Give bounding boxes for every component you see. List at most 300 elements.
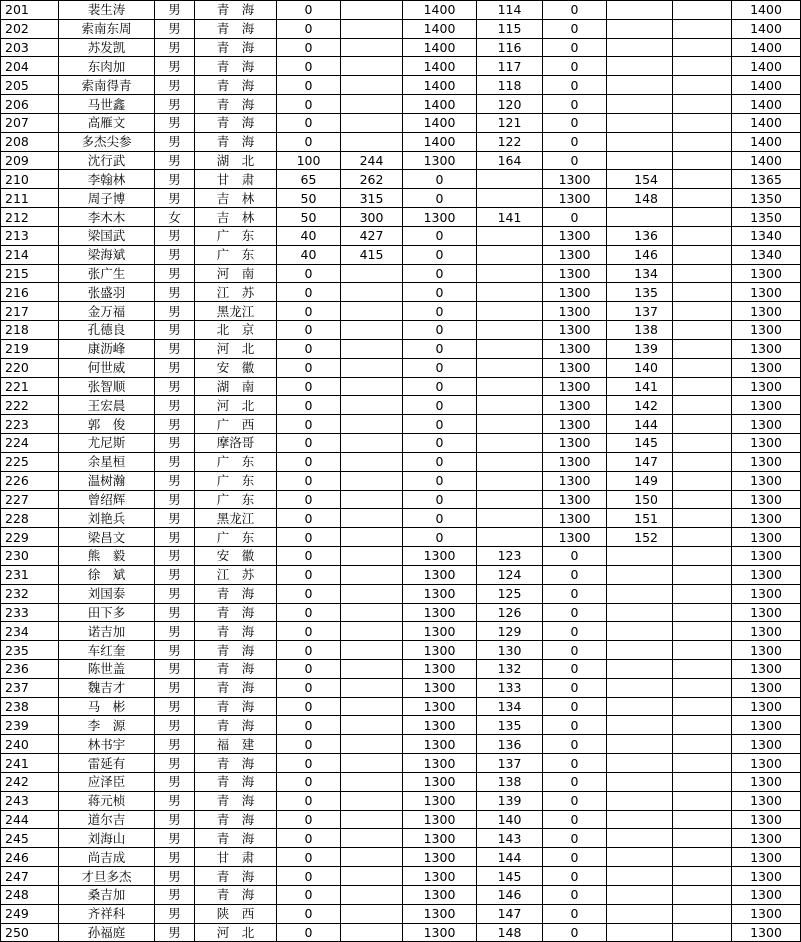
cell-gender: 男 <box>155 1 195 20</box>
cell-points-a: 0 <box>277 678 341 697</box>
cell-name: 齐祥科 <box>59 904 155 923</box>
cell-total: 1300 <box>732 565 801 584</box>
cell-rank: 245 <box>1 829 59 848</box>
table-row <box>1 321 801 340</box>
cell-extra <box>673 19 732 38</box>
cell-points-b: 1300 <box>403 641 477 660</box>
cell-score-a <box>341 415 403 434</box>
cell-region: 河 北 <box>195 396 277 415</box>
cell-score-a: 415 <box>341 245 403 264</box>
cell-total: 1365 <box>732 170 801 189</box>
cell-rank-b: 138 <box>477 772 543 791</box>
cell-name: 桑吉加 <box>59 885 155 904</box>
cell-score-a: 300 <box>341 208 403 227</box>
cell-points-b: 0 <box>403 283 477 302</box>
cell-name: 康沥峰 <box>59 339 155 358</box>
cell-gender: 男 <box>155 622 195 641</box>
cell-points-c: 1300 <box>543 264 607 283</box>
cell-total: 1300 <box>732 735 801 754</box>
cell-name: 刘海山 <box>59 829 155 848</box>
cell-score-a <box>341 283 403 302</box>
cell-score-a <box>341 528 403 547</box>
cell-points-a: 40 <box>277 226 341 245</box>
table-row <box>1 339 801 358</box>
cell-points-a: 0 <box>277 603 341 622</box>
cell-points-c: 0 <box>543 678 607 697</box>
cell-points-b: 0 <box>403 434 477 453</box>
cell-rank: 225 <box>1 452 59 471</box>
cell-extra <box>673 547 732 566</box>
cell-name: 尚吉成 <box>59 848 155 867</box>
cell-region: 黑龙江 <box>195 509 277 528</box>
cell-points-b: 1400 <box>403 132 477 151</box>
cell-points-a: 0 <box>277 57 341 76</box>
cell-gender: 男 <box>155 867 195 886</box>
cell-rank-c: 144 <box>607 415 673 434</box>
cell-rank-b <box>477 396 543 415</box>
cell-extra <box>673 848 732 867</box>
cell-points-a: 100 <box>277 151 341 170</box>
cell-total: 1300 <box>732 678 801 697</box>
cell-points-b: 1400 <box>403 19 477 38</box>
cell-rank-b: 146 <box>477 885 543 904</box>
cell-rank: 204 <box>1 57 59 76</box>
cell-extra <box>673 132 732 151</box>
cell-extra <box>673 321 732 340</box>
cell-rank-c <box>607 716 673 735</box>
cell-points-c: 0 <box>543 547 607 566</box>
table-row <box>1 208 801 227</box>
cell-extra <box>673 358 732 377</box>
cell-score-a <box>341 452 403 471</box>
cell-points-c: 1300 <box>543 189 607 208</box>
cell-points-b: 1300 <box>403 791 477 810</box>
cell-points-c: 1300 <box>543 452 607 471</box>
cell-score-a <box>341 57 403 76</box>
cell-points-a: 0 <box>277 885 341 904</box>
cell-points-a: 0 <box>277 396 341 415</box>
cell-gender: 男 <box>155 659 195 678</box>
cell-rank-b <box>477 226 543 245</box>
cell-points-b: 0 <box>403 321 477 340</box>
cell-name: 应泽臣 <box>59 772 155 791</box>
cell-points-c: 1300 <box>543 471 607 490</box>
cell-rank-c <box>607 885 673 904</box>
cell-rank-b: 164 <box>477 151 543 170</box>
cell-extra <box>673 471 732 490</box>
cell-total: 1400 <box>732 1 801 20</box>
cell-rank-b: 132 <box>477 659 543 678</box>
cell-rank-b: 136 <box>477 735 543 754</box>
cell-rank-b: 115 <box>477 19 543 38</box>
cell-points-c: 1300 <box>543 302 607 321</box>
cell-total: 1300 <box>732 772 801 791</box>
cell-name: 王宏晨 <box>59 396 155 415</box>
cell-region: 青 海 <box>195 678 277 697</box>
cell-region: 甘 肃 <box>195 170 277 189</box>
cell-name: 索南得青 <box>59 76 155 95</box>
cell-rank-b <box>477 283 543 302</box>
cell-rank-b: 133 <box>477 678 543 697</box>
cell-rank: 210 <box>1 170 59 189</box>
cell-rank-c: 147 <box>607 452 673 471</box>
cell-region: 广 西 <box>195 415 277 434</box>
cell-total: 1300 <box>732 321 801 340</box>
cell-score-a <box>341 321 403 340</box>
cell-rank-c <box>607 848 673 867</box>
cell-points-b: 1300 <box>403 716 477 735</box>
cell-score-a <box>341 697 403 716</box>
cell-name: 温树瀚 <box>59 471 155 490</box>
cell-region: 福 建 <box>195 735 277 754</box>
cell-name: 徐 斌 <box>59 565 155 584</box>
cell-points-a: 0 <box>277 377 341 396</box>
cell-score-a <box>341 622 403 641</box>
cell-score-a <box>341 132 403 151</box>
cell-points-c: 0 <box>543 848 607 867</box>
cell-rank-c <box>607 1 673 20</box>
cell-points-a: 0 <box>277 622 341 641</box>
cell-points-b: 1300 <box>403 848 477 867</box>
cell-score-a <box>341 810 403 829</box>
cell-name: 蒋元桢 <box>59 791 155 810</box>
cell-region: 吉 林 <box>195 208 277 227</box>
cell-total: 1300 <box>732 848 801 867</box>
cell-gender: 男 <box>155 151 195 170</box>
cell-total: 1300 <box>732 829 801 848</box>
cell-points-a: 0 <box>277 76 341 95</box>
cell-rank-b: 145 <box>477 867 543 886</box>
cell-points-a: 0 <box>277 509 341 528</box>
cell-points-b: 1400 <box>403 57 477 76</box>
table-row <box>1 434 801 453</box>
cell-rank-c <box>607 547 673 566</box>
cell-rank-b <box>477 302 543 321</box>
cell-gender: 男 <box>155 509 195 528</box>
table-row <box>1 57 801 76</box>
cell-gender: 男 <box>155 19 195 38</box>
cell-points-a: 0 <box>277 904 341 923</box>
cell-rank: 212 <box>1 208 59 227</box>
table-row <box>1 189 801 208</box>
cell-gender: 男 <box>155 434 195 453</box>
cell-rank-b: 121 <box>477 113 543 132</box>
table-row <box>1 867 801 886</box>
cell-extra <box>673 659 732 678</box>
table-row <box>1 490 801 509</box>
table-row <box>1 716 801 735</box>
cell-score-a <box>341 678 403 697</box>
cell-rank: 217 <box>1 302 59 321</box>
cell-extra <box>673 565 732 584</box>
cell-name: 余星桓 <box>59 452 155 471</box>
cell-total: 1300 <box>732 415 801 434</box>
cell-gender: 男 <box>155 302 195 321</box>
cell-points-c: 0 <box>543 885 607 904</box>
cell-gender: 男 <box>155 848 195 867</box>
cell-score-a <box>341 19 403 38</box>
cell-rank-c: 142 <box>607 396 673 415</box>
cell-name: 张智顺 <box>59 377 155 396</box>
cell-extra <box>673 38 732 57</box>
cell-rank-b: 118 <box>477 76 543 95</box>
cell-gender: 男 <box>155 358 195 377</box>
cell-points-a: 0 <box>277 302 341 321</box>
cell-gender: 男 <box>155 38 195 57</box>
cell-gender: 男 <box>155 471 195 490</box>
cell-rank-c <box>607 772 673 791</box>
cell-rank-b <box>477 434 543 453</box>
cell-extra <box>673 735 732 754</box>
cell-points-c: 0 <box>543 76 607 95</box>
cell-rank: 219 <box>1 339 59 358</box>
cell-region: 河 北 <box>195 339 277 358</box>
cell-score-a <box>341 377 403 396</box>
cell-points-a: 0 <box>277 584 341 603</box>
table-row <box>1 923 801 942</box>
cell-total: 1400 <box>732 132 801 151</box>
cell-rank: 243 <box>1 791 59 810</box>
cell-rank: 222 <box>1 396 59 415</box>
cell-points-b: 0 <box>403 189 477 208</box>
cell-rank-c <box>607 603 673 622</box>
cell-score-a <box>341 885 403 904</box>
cell-name: 多杰尖参 <box>59 132 155 151</box>
cell-points-a: 0 <box>277 716 341 735</box>
cell-points-b: 1300 <box>403 810 477 829</box>
cell-rank: 248 <box>1 885 59 904</box>
cell-total: 1300 <box>732 791 801 810</box>
table-row <box>1 283 801 302</box>
cell-region: 青 海 <box>195 867 277 886</box>
cell-gender: 男 <box>155 283 195 302</box>
cell-points-a: 0 <box>277 471 341 490</box>
cell-region: 青 海 <box>195 810 277 829</box>
cell-total: 1340 <box>732 226 801 245</box>
cell-points-c: 0 <box>543 1 607 20</box>
cell-extra <box>673 509 732 528</box>
cell-gender: 男 <box>155 584 195 603</box>
cell-extra <box>673 339 732 358</box>
cell-points-a: 0 <box>277 283 341 302</box>
cell-score-a <box>341 302 403 321</box>
cell-extra <box>673 716 732 735</box>
table-row <box>1 38 801 57</box>
cell-points-a: 0 <box>277 528 341 547</box>
cell-rank-c <box>607 697 673 716</box>
cell-gender: 男 <box>155 603 195 622</box>
cell-rank: 247 <box>1 867 59 886</box>
cell-name: 孙福庭 <box>59 923 155 942</box>
cell-points-c: 0 <box>543 208 607 227</box>
cell-score-a <box>341 547 403 566</box>
cell-extra <box>673 396 732 415</box>
cell-points-b: 0 <box>403 377 477 396</box>
cell-score-a <box>341 867 403 886</box>
cell-score-a: 315 <box>341 189 403 208</box>
table-row <box>1 358 801 377</box>
cell-rank-c: 134 <box>607 264 673 283</box>
cell-total: 1300 <box>732 377 801 396</box>
cell-score-a <box>341 339 403 358</box>
table-row <box>1 396 801 415</box>
cell-rank-b: 125 <box>477 584 543 603</box>
cell-points-b: 1300 <box>403 867 477 886</box>
cell-name: 梁昌文 <box>59 528 155 547</box>
cell-name: 李翰林 <box>59 170 155 189</box>
table-row <box>1 885 801 904</box>
cell-points-a: 0 <box>277 264 341 283</box>
table-row <box>1 377 801 396</box>
cell-points-c: 0 <box>543 622 607 641</box>
cell-points-b: 0 <box>403 170 477 189</box>
table-row <box>1 848 801 867</box>
cell-points-c: 1300 <box>543 283 607 302</box>
cell-extra <box>673 791 732 810</box>
cell-extra <box>673 113 732 132</box>
cell-rank: 211 <box>1 189 59 208</box>
table-row <box>1 264 801 283</box>
cell-total: 1400 <box>732 38 801 57</box>
cell-rank-c: 148 <box>607 189 673 208</box>
cell-rank: 208 <box>1 132 59 151</box>
cell-rank: 227 <box>1 490 59 509</box>
cell-points-c: 1300 <box>543 490 607 509</box>
cell-rank-b: 130 <box>477 641 543 660</box>
cell-rank-c: 140 <box>607 358 673 377</box>
table-row <box>1 471 801 490</box>
cell-points-c: 0 <box>543 791 607 810</box>
cell-region: 青 海 <box>195 641 277 660</box>
cell-rank-b: 120 <box>477 95 543 114</box>
table-row <box>1 415 801 434</box>
table-row <box>1 810 801 829</box>
cell-rank-c: 145 <box>607 434 673 453</box>
cell-gender: 男 <box>155 377 195 396</box>
cell-rank-c <box>607 641 673 660</box>
cell-points-a: 0 <box>277 810 341 829</box>
cell-rank-c <box>607 57 673 76</box>
cell-score-a <box>341 38 403 57</box>
cell-points-b: 1300 <box>403 904 477 923</box>
table-row <box>1 452 801 471</box>
cell-points-b: 1400 <box>403 76 477 95</box>
cell-extra <box>673 452 732 471</box>
cell-points-b: 1400 <box>403 113 477 132</box>
table-row <box>1 678 801 697</box>
cell-points-b: 0 <box>403 509 477 528</box>
cell-points-a: 0 <box>277 339 341 358</box>
cell-points-b: 0 <box>403 415 477 434</box>
cell-points-c: 0 <box>543 603 607 622</box>
cell-extra <box>673 697 732 716</box>
cell-extra <box>673 264 732 283</box>
cell-points-a: 0 <box>277 38 341 57</box>
cell-points-b: 0 <box>403 302 477 321</box>
cell-rank-b: 117 <box>477 57 543 76</box>
table-row <box>1 697 801 716</box>
cell-rank: 244 <box>1 810 59 829</box>
cell-gender: 男 <box>155 57 195 76</box>
cell-name: 金万福 <box>59 302 155 321</box>
cell-rank: 201 <box>1 1 59 20</box>
cell-name: 刘国泰 <box>59 584 155 603</box>
cell-points-c: 1300 <box>543 396 607 415</box>
cell-extra <box>673 208 732 227</box>
cell-total: 1300 <box>732 659 801 678</box>
cell-rank-c <box>607 19 673 38</box>
cell-points-a: 0 <box>277 113 341 132</box>
cell-score-a <box>341 565 403 584</box>
table-row <box>1 603 801 622</box>
cell-points-b: 1300 <box>403 829 477 848</box>
cell-total: 1300 <box>732 358 801 377</box>
cell-gender: 男 <box>155 641 195 660</box>
cell-points-a: 0 <box>277 641 341 660</box>
cell-total: 1300 <box>732 434 801 453</box>
cell-rank-b: 114 <box>477 1 543 20</box>
cell-region: 甘 肃 <box>195 848 277 867</box>
cell-score-a <box>341 904 403 923</box>
cell-points-c: 1300 <box>543 377 607 396</box>
cell-rank-b <box>477 170 543 189</box>
cell-points-c: 0 <box>543 641 607 660</box>
cell-score-a <box>341 659 403 678</box>
cell-points-c: 0 <box>543 584 607 603</box>
table-row <box>1 113 801 132</box>
cell-rank-c <box>607 659 673 678</box>
cell-total: 1300 <box>732 490 801 509</box>
cell-region: 河 北 <box>195 923 277 942</box>
cell-region: 青 海 <box>195 603 277 622</box>
cell-gender: 男 <box>155 132 195 151</box>
cell-gender: 男 <box>155 189 195 208</box>
cell-points-b: 1300 <box>403 547 477 566</box>
cell-points-b: 1400 <box>403 1 477 20</box>
cell-rank: 238 <box>1 697 59 716</box>
cell-points-a: 0 <box>277 848 341 867</box>
cell-rank-c: 152 <box>607 528 673 547</box>
cell-region: 青 海 <box>195 132 277 151</box>
cell-rank-c: 135 <box>607 283 673 302</box>
cell-total: 1300 <box>732 603 801 622</box>
cell-rank-c: 154 <box>607 170 673 189</box>
cell-extra <box>673 772 732 791</box>
cell-rank-c <box>607 923 673 942</box>
cell-points-c: 0 <box>543 57 607 76</box>
cell-extra <box>673 377 732 396</box>
cell-rank-c: 138 <box>607 321 673 340</box>
cell-rank: 241 <box>1 754 59 773</box>
cell-points-c: 1300 <box>543 245 607 264</box>
cell-gender: 男 <box>155 415 195 434</box>
cell-gender: 男 <box>155 885 195 904</box>
cell-gender: 男 <box>155 452 195 471</box>
cell-region: 湖 北 <box>195 151 277 170</box>
cell-extra <box>673 528 732 547</box>
cell-extra <box>673 57 732 76</box>
cell-rank-b: 134 <box>477 697 543 716</box>
cell-gender: 男 <box>155 716 195 735</box>
cell-name: 刘艳兵 <box>59 509 155 528</box>
cell-extra <box>673 151 732 170</box>
cell-rank: 230 <box>1 547 59 566</box>
cell-rank-c <box>607 38 673 57</box>
cell-points-c: 1300 <box>543 509 607 528</box>
cell-points-b: 1300 <box>403 772 477 791</box>
cell-name: 林书宇 <box>59 735 155 754</box>
cell-rank-b: 135 <box>477 716 543 735</box>
